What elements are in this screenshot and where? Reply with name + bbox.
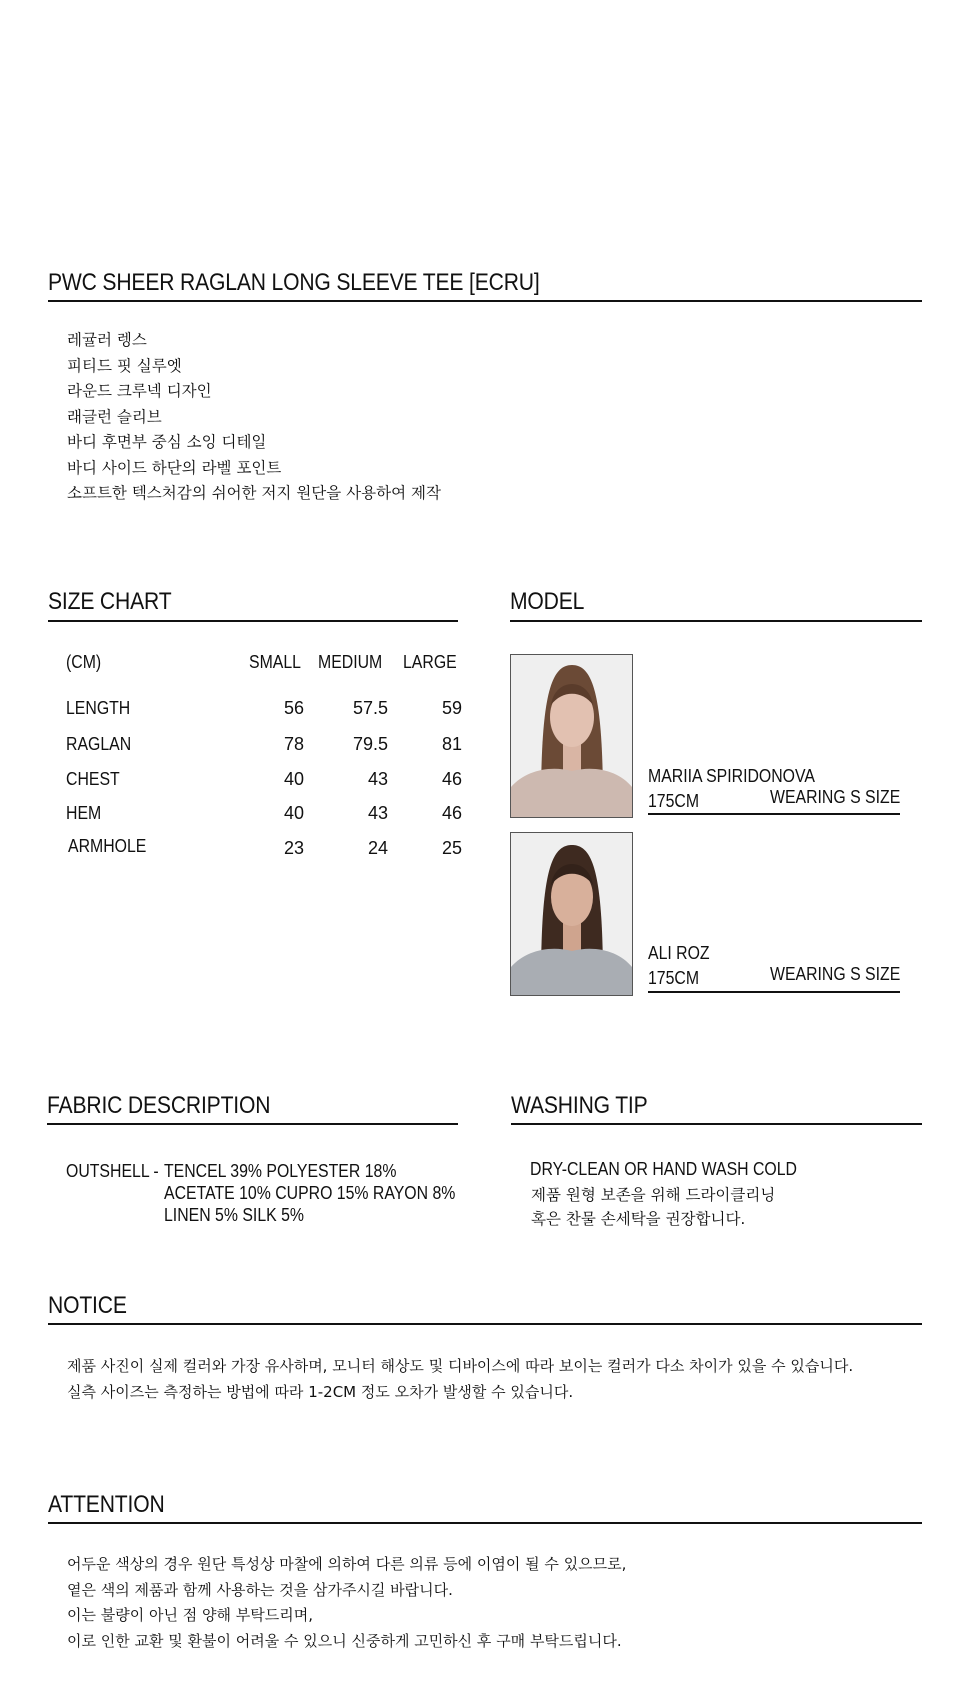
attention-line: 옅은 색의 제품과 함께 사용하는 것을 삼가주시길 바랍니다. bbox=[67, 1580, 453, 1599]
cell-large: 25 bbox=[441, 838, 462, 858]
notice-divider bbox=[48, 1323, 922, 1325]
size-chart-heading: SIZE CHART bbox=[48, 588, 172, 615]
size-col-large: LARGE bbox=[403, 652, 457, 672]
cell-small: 40 bbox=[283, 769, 304, 789]
fabric-divider bbox=[47, 1123, 458, 1125]
feature-item: 래글런 슬리브 bbox=[67, 407, 162, 426]
model-height: 175CM bbox=[648, 968, 700, 988]
feature-item: 바디 후면부 중심 소잉 디테일 bbox=[67, 433, 267, 451]
notice-heading: NOTICE bbox=[48, 1292, 127, 1319]
feature-item: 소프트한 텍스처감의 쉬어한 저지 원단을 사용하여 제작 bbox=[67, 484, 441, 502]
size-col-small: SMALL bbox=[249, 652, 301, 672]
washing-instruction: DRY-CLEAN OR HAND WASH COLD bbox=[530, 1159, 797, 1179]
cell-large: 59 bbox=[441, 698, 462, 718]
cell-medium: 43 bbox=[367, 803, 388, 823]
model-wearing-size: WEARING S SIZE bbox=[770, 964, 901, 984]
fabric-line: ACETATE 10% CUPRO 15% RAYON 8% bbox=[164, 1183, 456, 1203]
attention-line: 어두운 색상의 경우 원단 특성상 마찰에 의하여 다른 의류 등에 이염이 될 수 있으므로, bbox=[67, 1555, 627, 1573]
row-label: LENGTH bbox=[66, 698, 131, 718]
size-col-medium: MEDIUM bbox=[318, 652, 383, 672]
fabric-heading: FABRIC DESCRIPTION bbox=[47, 1092, 271, 1119]
model-name: ALI ROZ bbox=[648, 943, 710, 963]
model-photo bbox=[510, 832, 633, 996]
model-shirt bbox=[511, 949, 632, 995]
cell-medium: 57.5 bbox=[352, 698, 388, 718]
model-name: MARIIA SPIRIDONOVA bbox=[648, 766, 815, 786]
model-info-divider bbox=[648, 991, 900, 993]
model-shirt bbox=[511, 769, 632, 817]
fabric-prefix: OUTSHELL - bbox=[66, 1161, 159, 1181]
fabric-line: LINEN 5% SILK 5% bbox=[164, 1205, 304, 1225]
model-portrait-icon bbox=[511, 655, 632, 817]
model-divider bbox=[510, 620, 922, 622]
model-info-divider bbox=[648, 813, 900, 815]
row-label: HEM bbox=[66, 803, 102, 823]
row-label: ARMHOLE bbox=[68, 836, 147, 856]
cell-large: 81 bbox=[441, 734, 462, 754]
cell-large: 46 bbox=[441, 803, 462, 823]
feature-item: 라운드 크루넥 디자인 bbox=[67, 382, 212, 400]
cell-medium: 24 bbox=[367, 838, 388, 858]
washing-note: 제품 원형 보존을 위해 드라이클리닝 bbox=[531, 1186, 776, 1204]
attention-heading: ATTENTION bbox=[48, 1491, 165, 1518]
model-height: 175CM bbox=[648, 791, 700, 811]
model-photo bbox=[510, 654, 633, 818]
fabric-line: TENCEL 39% POLYESTER 18% bbox=[164, 1161, 397, 1181]
attention-line: 이는 불량이 아닌 점 양해 부탁드리며, bbox=[67, 1606, 313, 1624]
title-divider bbox=[48, 300, 922, 302]
cell-small: 56 bbox=[283, 698, 304, 718]
washing-heading: WASHING TIP bbox=[511, 1092, 648, 1119]
table-row bbox=[66, 698, 466, 720]
row-label: RAGLAN bbox=[66, 734, 132, 754]
size-unit: (CM) bbox=[66, 652, 102, 672]
feature-item: 바디 사이드 하단의 라벨 포인트 bbox=[67, 458, 282, 477]
cell-medium: 43 bbox=[367, 769, 388, 789]
row-label: CHEST bbox=[66, 769, 120, 789]
model-heading: MODEL bbox=[510, 588, 585, 615]
size-chart-divider bbox=[48, 620, 458, 622]
model-portrait-icon bbox=[511, 833, 632, 995]
attention-divider bbox=[48, 1522, 922, 1524]
feature-item: 레귤러 렝스 bbox=[67, 331, 147, 349]
cell-small: 78 bbox=[283, 734, 304, 754]
table-row bbox=[66, 836, 466, 858]
cell-large: 46 bbox=[441, 769, 462, 789]
washing-note: 혹은 찬물 손세탁을 권장합니다. bbox=[531, 1210, 746, 1228]
model-wearing-size: WEARING S SIZE bbox=[770, 787, 901, 807]
feature-list bbox=[67, 328, 441, 507]
attention-line: 이로 인한 교환 및 환불이 어려울 수 있으니 신중하게 고민하신 후 구매 부탁드립니다. bbox=[67, 1631, 622, 1650]
notice-line: 실측 사이즈는 측정하는 방법에 따라 1-2CM 정도 오차가 발생할 수 있습니다. bbox=[67, 1382, 574, 1401]
table-row bbox=[66, 769, 466, 791]
product-title: PWC SHEER RAGLAN LONG SLEEVE TEE [ECRU] bbox=[48, 269, 540, 296]
washing-divider bbox=[511, 1123, 922, 1125]
table-row bbox=[66, 803, 466, 825]
table-row bbox=[66, 734, 466, 756]
cell-medium: 79.5 bbox=[352, 734, 388, 754]
cell-small: 23 bbox=[283, 838, 304, 858]
notice-text bbox=[67, 1354, 853, 1405]
notice-line: 제품 사진이 실제 컬러와 가장 유사하며, 모니터 해상도 및 디바이스에 따라 보이는 컬러가 다소 차이가 있을 수 있습니다. bbox=[67, 1357, 854, 1375]
attention-text bbox=[67, 1552, 626, 1654]
feature-item: 피티드 핏 실루엣 bbox=[67, 356, 182, 375]
cell-small: 40 bbox=[283, 803, 304, 823]
